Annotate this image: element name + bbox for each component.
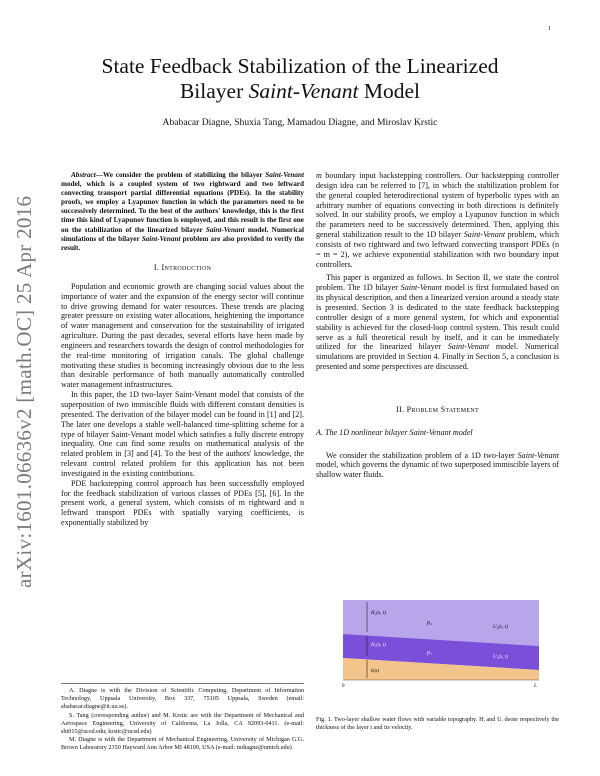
- right-p3-italic: Saint-Venant: [517, 450, 559, 460]
- right-paragraph-2: [316, 273, 559, 371]
- label-ell: L: [534, 684, 537, 689]
- section-number: I.: [153, 263, 162, 272]
- figure-caption: Fig. 1. Two-layer shallow water flows with variable topography. Hᵢ and Uᵢ deote respectively the thickness of the layer i and its velocity.: [316, 716, 559, 731]
- footnote-3: M. Diagne is with the Department of Mechanical Engineering, University of Michigan G.G. Brown Laboratory 2350 Hayward Ann Arbor MI 48109, USA (e-mail: mdiagne@umich.edu): [61, 736, 304, 752]
- abstract-text-3: model. Numerical simulations of the bilayer: [61, 225, 304, 243]
- label-rho2: ρ₂: [427, 620, 432, 626]
- label-h2: H₂(x, t): [371, 611, 386, 616]
- paper-title: [40, 54, 560, 104]
- page-number: 1: [547, 25, 551, 32]
- label-h1: H₁(x, t): [371, 643, 386, 648]
- section-heading-introduction: [61, 263, 304, 273]
- right-p2-text-1: This paper is organized as follows. In Section II, we state the control problem. The 1D bilayer: [316, 273, 559, 293]
- right-column-text: [316, 171, 559, 480]
- label-zero: 0: [342, 684, 345, 689]
- section-heading-problem-statement: [316, 405, 559, 415]
- introduction-section: [61, 263, 304, 528]
- section-2-name: Problem Statement: [406, 404, 479, 414]
- abstract-italic-1: Saint-Venant: [265, 171, 304, 179]
- intro-paragraph-3: PDE backstepping control approach has been successfully employed for the feedback stabilization of various classes of PDEs [5], [6]. In the present work, a general system, which consists of m rightward and n leftward transport PDEs with spatially varying coefficients, is exponentially stabilized by: [61, 478, 304, 528]
- author-list: Ababacar Diagne, Shuxia Tang, Mamadou Diagne, and Miroslav Krstic: [162, 117, 438, 128]
- right-p2-italic-2: Saint-Venant: [447, 342, 490, 352]
- title-line-2-pre: Bilayer: [179, 79, 249, 103]
- math-m: m: [316, 171, 322, 180]
- right-p1-text-1: boundary input backstepping controllers. Our backstepping controller design idea can be referred to [7], in which the stabilization problem for the general coupled heterodirectional system of hyperbolic types with an arbitrary number of equations convecting in both directions is definitely solved. In our stability proofs, we employ a Lyapunov function in which the parameters need to be successively determined. Then, applying this general stabilization result to the 1D bilayer: [316, 171, 559, 240]
- abstract-text-4: problem are also provided to verify the result.: [61, 234, 304, 252]
- right-paragraph-3: [316, 451, 559, 481]
- label-rho1: ρ₁: [427, 650, 432, 656]
- intro-paragraph-1: Population and economic growth are changing social values about the importance of water and the expansion of the energy sector will continue to drive growing demand for water resources. These trends are placing greater pressure on existing water allocations, heightening the importance of water management and conservation for the sustainability of irrigated agriculture. During the past decades, several efforts have been made by engineers and researchers towards the design of control methodologies for the real-time monitoring of irrigation canals. The global challenge motivating these studies is becoming increasingly obvious due to the less than desirable performance of both manually automatically controlled water management infrastructures.: [61, 281, 304, 390]
- section-name: Introduction: [161, 263, 212, 272]
- right-p1-italic: Saint-Venant: [463, 230, 506, 240]
- right-p2-italic-1: Saint-Venant: [400, 283, 443, 293]
- right-p2-text-2: model is first formulated based on its physical description, and then a linearized version around a steady state is presented. Section 3 is dedicated to the state feedback backstepping controller design of a more general system, for which and exponential stability is achieved for the closed-loop control system. This result could serve as a full theoretical result by itself, and it can be immediately utilized for the linearized bilayer: [316, 283, 560, 352]
- arxiv-stamp[interactable]: arXiv:1601.06636v2 [math.OC] 25 Apr 2016: [12, 195, 36, 588]
- abstract-text-1: —We consider the problem of stabilizing the bilayer: [95, 171, 266, 179]
- intro-paragraph-2: In this paper, the 1D two-layer Saint-Venant model that consists of the superposition of two immiscible fluids with different constant densities is presented. The derivation of the bilayer model can be found in [1] and [2]. The later one develops a stable well-balanced time-splitting scheme for a type of bilayer Saint-Venant model which satisfies a fully discrete entropy inequality. One can find some results on mathematical analysis of the related problem in [3] and [4]. To the best of the authors' knowledge, the relevant control related problem for this application has not been investigated in the existing contributions.: [61, 390, 304, 478]
- label-u1: U₁(x, t): [493, 655, 508, 660]
- right-paragraph-1: [316, 171, 559, 269]
- label-b: b(x): [371, 669, 380, 674]
- right-p3-text-1: We consider the stabilization problem of a 1D two-layer: [326, 450, 518, 460]
- abstract: [61, 171, 304, 253]
- footnotes: [61, 683, 304, 753]
- title-line-2-italic: Saint-Venant: [248, 79, 359, 103]
- two-layer-flow-figure: [341, 598, 541, 698]
- abstract-lead: Abstract: [71, 171, 96, 179]
- right-p3-text-2: model, which governs the dynamic of two superposed immiscible layers of shallow water fluids.: [316, 460, 559, 480]
- label-u2: U₂(x, t): [493, 625, 508, 630]
- abstract-italic-3: Saint-Venant: [141, 234, 181, 243]
- footnote-1: A. Diagne is with the Division of Scientific Computing, Department of Information Technology, Uppsala University, Box 337, 75105 Uppsala, Sweden (email: ababacar.diagne@it.uu.se).: [61, 687, 304, 710]
- right-p1-text-2: problem, which consists of two rightward and two leftward convecting transport PDEs (n = m = 2), we achieve exponential stabilization with two boundary input controllers.: [316, 230, 559, 269]
- section-2-number: II.: [396, 404, 407, 414]
- title-line-1: State Feedback Stabilization of the Linearized: [101, 54, 499, 78]
- subsection-heading-a: A. The 1D nonlinear bilayer Saint-Venant model: [316, 427, 473, 437]
- right-p2-text-3: model. Numerical simulations are provided in Section 4. Finally in Section 5, a conclusion is presented and some perspectives are discussed.: [316, 342, 559, 372]
- title-line-2-post: Model: [358, 79, 421, 103]
- abstract-italic-2: Saint-Venant: [205, 225, 245, 234]
- footnote-2: S. Tang (corresponding author) and M. Krstic are with the Department of Mechanical and Aerospace Engineering, University of California, La Jolla, CA 92093-0411. (e-mail: sht015@ucsd.edu; krstic@ucsd.edu): [61, 711, 304, 735]
- abstract-text-2: model, which is a coupled system of two rightward and two leftward convecting transport partial differential equations (PDEs). In the stability proofs, we employ a Lyapunov function in which the parameters need to be successively determined. To the best of the authors' knowledge, this is the first time this kind of Lyapunov function is employed, and this result is the first one on the stabilization of the linearized bilayer: [61, 180, 304, 234]
